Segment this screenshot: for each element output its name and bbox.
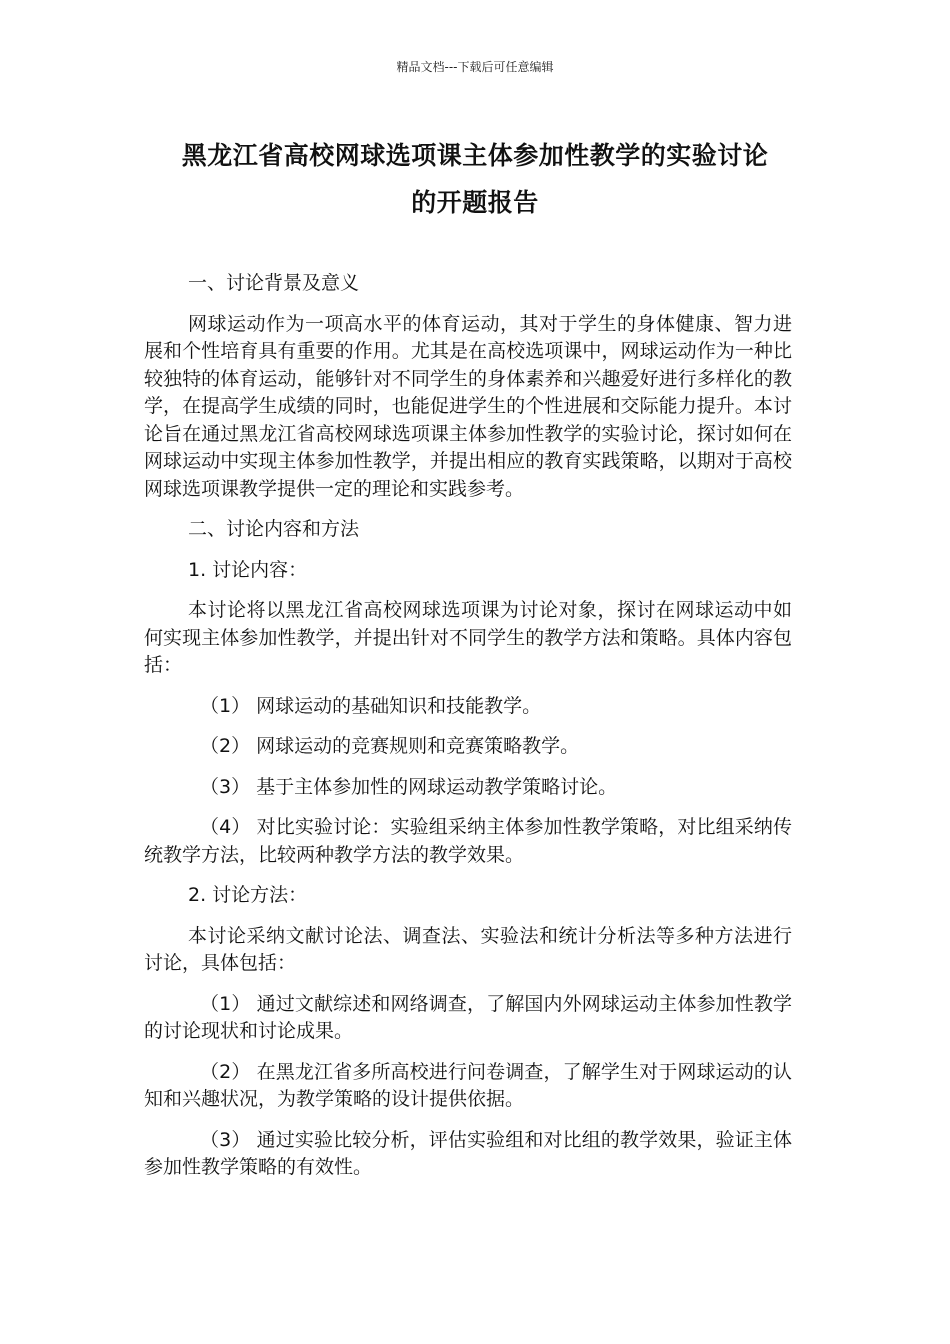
subsection-heading: 2. 讨论方法： xyxy=(188,884,308,906)
list-item: （1） 网球运动的基础知识和技能教学。 xyxy=(200,694,542,717)
title-line-2: 的开题报告 xyxy=(411,188,539,217)
list-item: （2） 在黑龙江省多所高校进行问卷调查，了解学生对于网球运动的认知和兴趣状况，为教学策略的设计提供依据。 xyxy=(144,1060,792,1110)
section-heading: 一、讨论背景及意义 xyxy=(188,272,360,294)
document-body xyxy=(144,270,792,1195)
paragraph: 网球运动作为一项高水平的体育运动，其对于学生的身体健康、智力进展和个性培育具有重要的作用。尤其是在高校选项课中，网球运动作为一种比较独特的体育运动，能够针对不同学生的身体素养和兴趣爱好进行多样化的教学，在提高学生成绩的同时，也能促进学生的个性进展和交际能力提升。本讨论旨在通过黑龙江省高校网球选项课主体参加性教学的实验讨论，探讨如何在网球运动中实现主体参加性教学，并提出相应的教育实践策略，以期对于高校网球选项课教学提供一定的理论和实践参考。 xyxy=(144,312,792,500)
paragraph: 本讨论将以黑龙江省高校网球选项课为讨论对象，探讨在网球运动中如何实现主体参加性教学，并提出针对不同学生的教学方法和策略。具体内容包括： xyxy=(144,599,792,676)
list-item: （4） 对比实验讨论：实验组采纳主体参加性教学策略，对比组采纳传统教学方法，比较两种教学方法的教学效果。 xyxy=(144,816,792,866)
list-item: （1） 通过文献综述和网络调查，了解国内外网球运动主体参加性教学的讨论现状和讨论成果。 xyxy=(144,992,792,1042)
list-item: （2） 网球运动的竞赛规则和竞赛策略教学。 xyxy=(200,735,580,757)
paragraph: 本讨论采纳文献讨论法、调查法、实验法和统计分析法等多种方法进行讨论，具体包括： xyxy=(144,924,792,974)
header-note: 精品文档---下载后可任意编辑 xyxy=(396,60,554,74)
section-heading: 二、讨论内容和方法 xyxy=(188,518,360,540)
subsection-heading: 1. 讨论内容： xyxy=(188,558,308,581)
list-item: （3） 通过实验比较分析，评估实验组和对比组的教学效果，验证主体参加性教学策略的有效性。 xyxy=(144,1128,792,1178)
title-line-1: 黑龙江省高校网球选项课主体参加性教学的实验讨论 xyxy=(181,141,769,170)
list-item: （3） 基于主体参加性的网球运动教学策略讨论。 xyxy=(200,775,618,798)
document-title xyxy=(120,132,830,226)
